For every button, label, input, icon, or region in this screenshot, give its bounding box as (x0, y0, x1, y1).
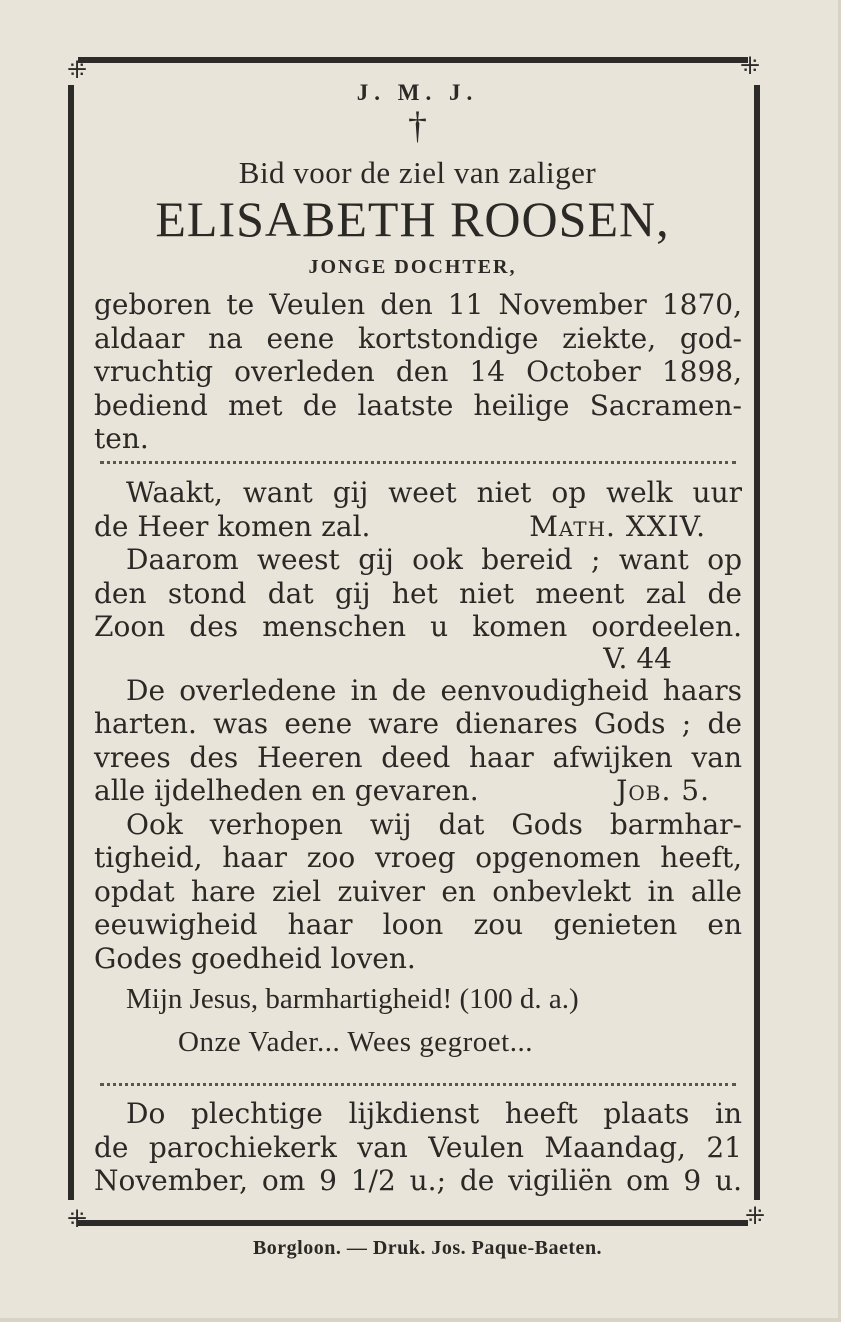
hope-line: Ook verhopen wij dat Gods barmhar- (126, 807, 742, 841)
corner-ornament-icon: ⁜ (67, 56, 88, 84)
funeral-service-info (94, 1097, 742, 1198)
prayer-request: Onze Vader... Wees gegroet... (178, 1026, 533, 1058)
corner-ornament-icon: ⁜ (740, 52, 761, 80)
scripture-line: Zoon des menschen u komen oordeelen. (94, 610, 742, 643)
service-line: Do plechtige lijkdienst heeft plaats in (126, 1097, 742, 1130)
scripture-line: Daarom weest gij ook bereid ; want op (126, 543, 742, 576)
scripture-reference: Math. XXIV. (529, 509, 706, 543)
printer-imprint: Borgloon. — Druk. Jos. Paque-Baeten. (252, 1237, 603, 1259)
frame-left-border (68, 85, 74, 1200)
hope-line: eeuwigheid haar loon zou genieten en (94, 908, 742, 941)
biography (94, 288, 742, 456)
bio-line: geboren te Veulen den 11 November 1870, (94, 288, 742, 321)
bio-line: vruchtig overleden den 14 October 1898, (94, 355, 742, 388)
deceased-name: ELISABETH ROOSEN, (155, 191, 670, 247)
intro-text: Bid voor de ziel van zaliger (238, 155, 597, 190)
bio-line: ten. (94, 422, 149, 455)
scripture-line: harten. was eene ware dienares Gods ; de (94, 707, 742, 740)
prayer-invocation: Mijn Jesus, barmhartigheid! (100 d. a.) (126, 983, 579, 1015)
scripture-line-text: de Heer komen zal. (94, 509, 371, 543)
frame-right-border (754, 85, 760, 1200)
scripture-reference: V. 44 (603, 641, 672, 675)
bio-line: aldaar na eene kortstondige ziekte, god- (94, 321, 742, 355)
bio-line: bediend met de laatste heilige Sacramen- (94, 388, 742, 422)
scripture-section (94, 476, 742, 975)
service-line: November, om 9 1/2 u.; de vigiliën om 9 u. (94, 1164, 742, 1197)
scripture-line (94, 510, 742, 544)
scripture-line (94, 774, 742, 808)
dotted-divider (100, 1083, 736, 1086)
scripture-reference: Job. 5. (616, 774, 710, 807)
dotted-divider (100, 461, 736, 464)
corner-ornament-icon: ⁜ (67, 1205, 88, 1233)
frame-top-border (78, 57, 748, 63)
corner-ornament-icon: ⁜ (745, 1202, 766, 1230)
monogram: J. M. J. (356, 80, 479, 105)
hope-line: Godes goedheid loven. (94, 941, 416, 975)
service-line: de parochiekerk van Veulen Maandag, 21 (94, 1130, 742, 1164)
scripture-line: De overledene in de eenvoudigheid haars (126, 673, 742, 707)
cross-icon: † (408, 105, 427, 147)
scripture-line: vrees des Heeren deed haar afwijken van (94, 740, 742, 774)
scripture-line: den stond dat gij het niet meent zal de (94, 576, 742, 610)
hope-line: opdat hare ziel zuiver en onbevlekt in alle (94, 874, 742, 908)
frame-bottom-border (78, 1220, 748, 1226)
scripture-line-text: alle ijdelheden en gevaren. (94, 774, 479, 807)
scripture-line: Waakt, want gij weet niet op welk uur (126, 476, 742, 509)
deceased-status: JONGE DOCHTER, (308, 256, 517, 278)
hope-line: tigheid, haar zoo vroeg opgenomen heeft, (94, 841, 742, 874)
